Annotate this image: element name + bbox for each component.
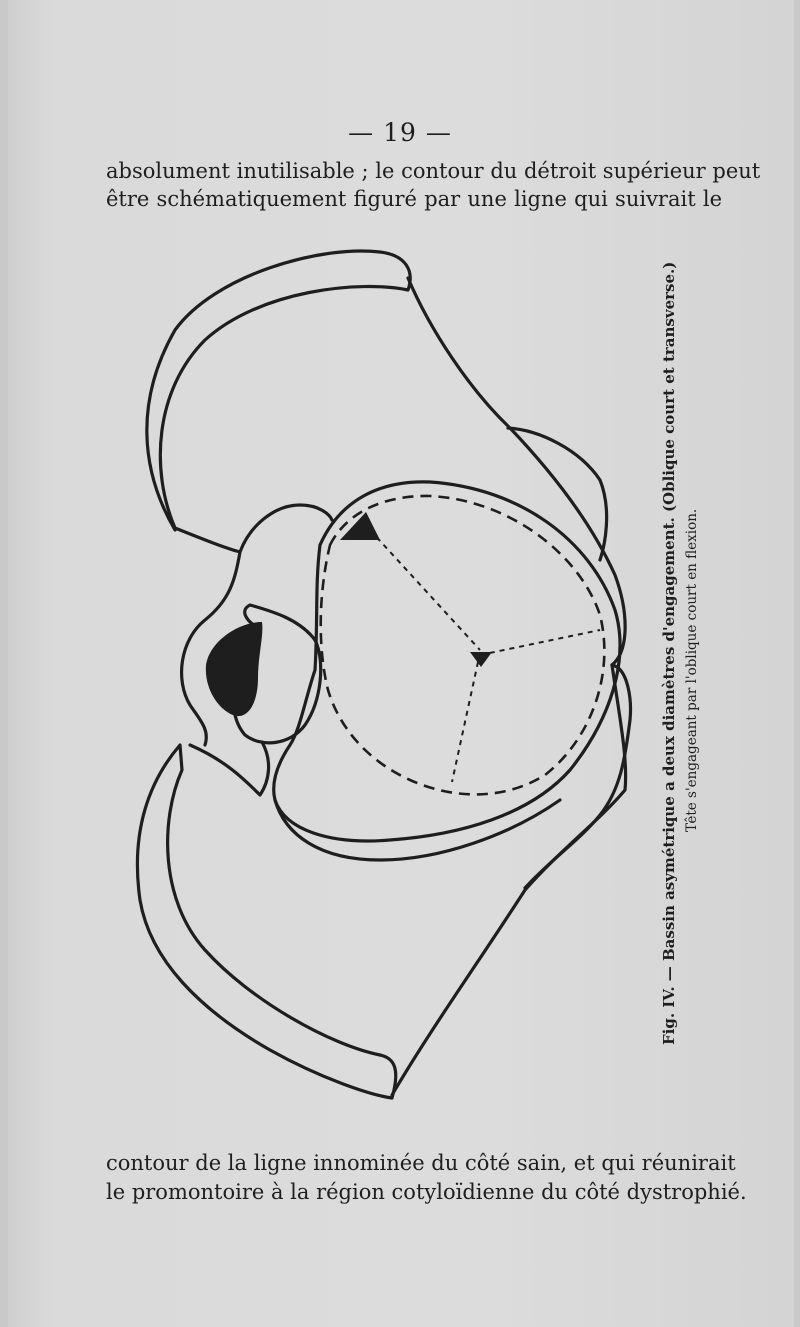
sacral-outline [175, 505, 332, 552]
lower-iliac-wing [137, 745, 395, 1098]
left-lower-neck [190, 742, 269, 795]
page-number: — 19 — [348, 118, 452, 147]
body-text-line: contour de la ligne innominée du côté sain, et qui réunirait [106, 1151, 736, 1175]
lower-symphysis-lobe [525, 665, 630, 888]
suture-upper [370, 530, 480, 650]
anterior-fontanelle [470, 652, 492, 667]
suture-right [480, 630, 600, 655]
lower-pubic-body [392, 665, 626, 1095]
upper-symphysis-lobe [508, 428, 607, 560]
figure-caption-main: Fig. IV. — Bassin asymétrique a deux diamètres d'engagement. (Oblique court et transverse.) [660, 261, 678, 1045]
body-text-line: être schématiquement figuré par une ligne qui suivrait le [106, 187, 722, 211]
suture-lower [452, 662, 478, 782]
body-text-line: le promontoire à la région cotyloïdienne du côté dystrophié. [106, 1180, 747, 1204]
fetal-head-outline [321, 496, 605, 794]
figure-caption-sub: Tête s'engageant par l'oblique court en flexion. [684, 508, 700, 832]
posterior-fontanelle [340, 512, 380, 540]
pelvic-inlet [274, 482, 620, 841]
body-text-line: absolument inutilisable ; le contour du détroit supérieur peut [106, 159, 761, 183]
obturator-foramen [206, 622, 263, 716]
upper-iliac-wing [147, 251, 410, 530]
